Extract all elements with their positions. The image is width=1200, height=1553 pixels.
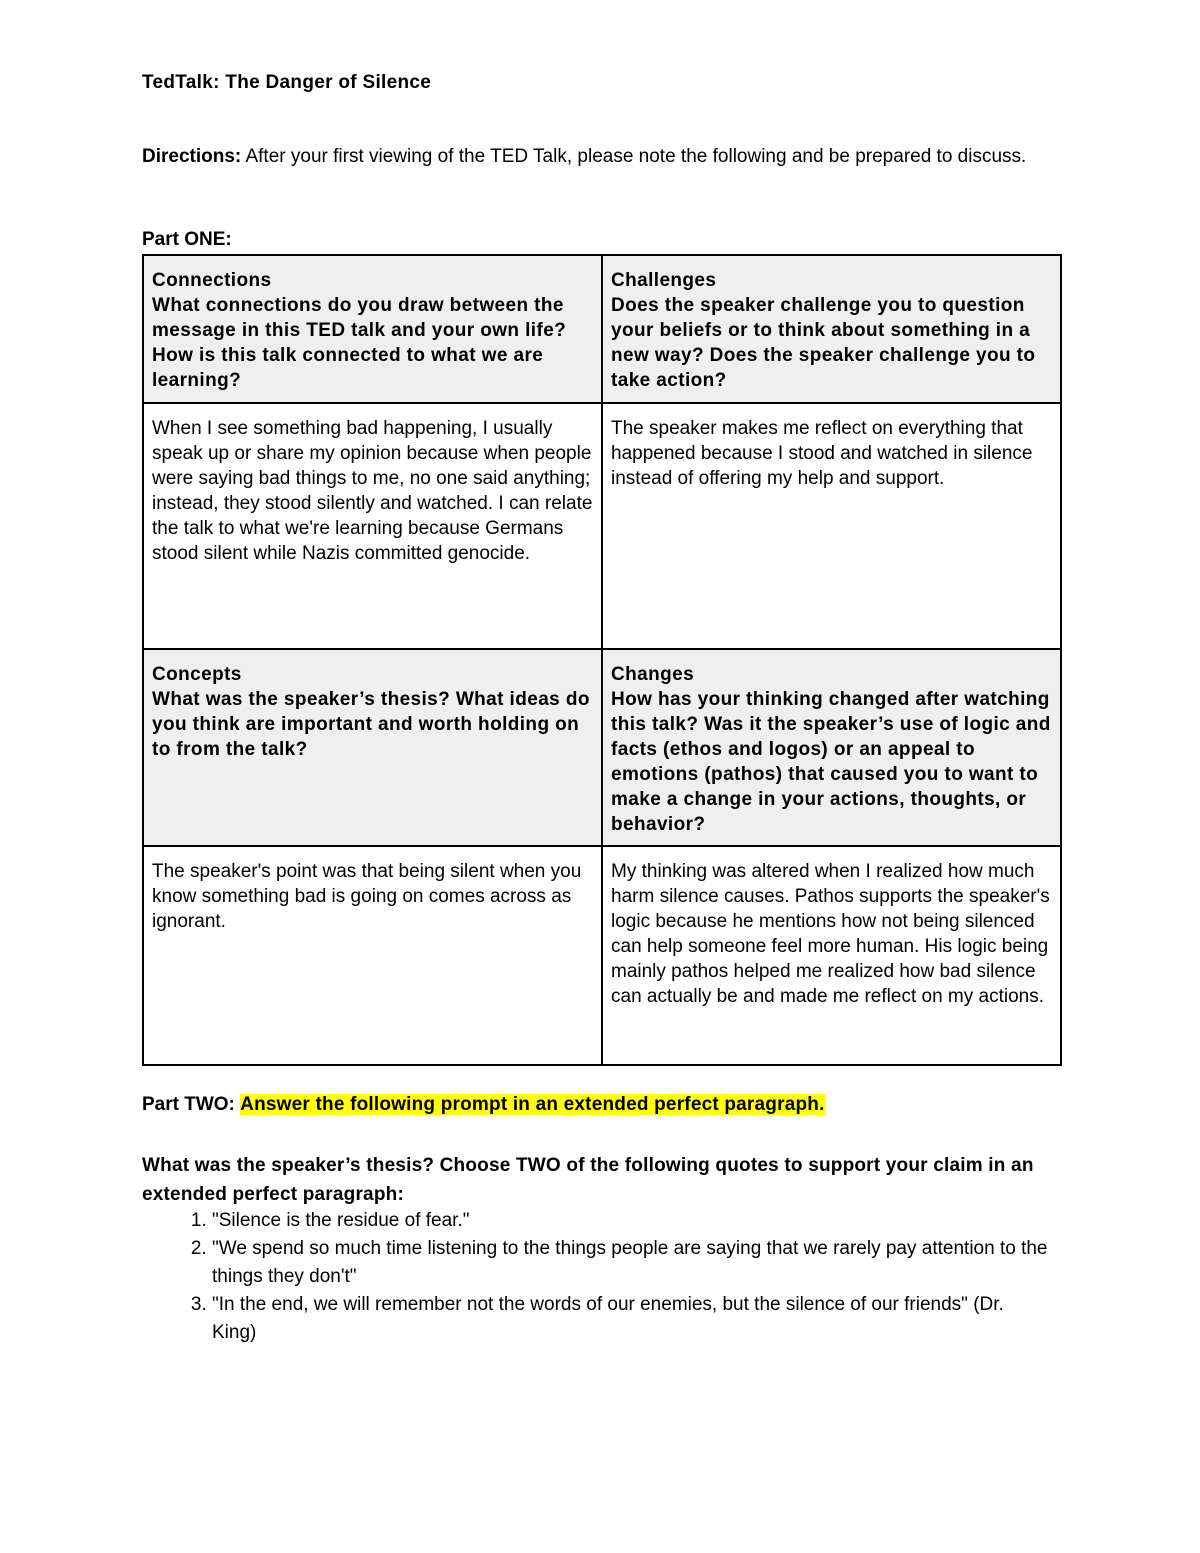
changes-answer: My thinking was altered when I realized how much harm silence causes. Pathos supports the speaker's logic because he mentions how not being silenced can help someone feel more human. His logic being mainly pathos helped me realized how bad silence can actually be and made me reflect on my actions. bbox=[611, 861, 1050, 1007]
connections-answer: When I see something bad happening, I usually speak up or share my opinion because when people were saying bad things to me, no one said anything; instead, they stood silently and watched. I can relate the talk to what we're learning because Germans stood silent while Nazis committed genocide. bbox=[152, 418, 593, 564]
connections-header-cell bbox=[143, 255, 602, 403]
table-row bbox=[143, 846, 1061, 1065]
connections-question: What connections do you draw between the message in this TED talk and your own life? How is this talk connected to what we are learning? bbox=[152, 295, 567, 391]
connections-answer-cell bbox=[143, 403, 602, 649]
changes-heading: Changes bbox=[611, 664, 695, 685]
document-title: TedTalk: The Danger of Silence bbox=[142, 72, 432, 93]
challenges-heading: Challenges bbox=[611, 270, 717, 291]
changes-answer-cell bbox=[602, 846, 1061, 1065]
table-row bbox=[143, 255, 1061, 403]
challenges-answer: The speaker makes me reflect on everything that happened because I stood and watched in silence instead of offering my help and support. bbox=[611, 418, 1033, 489]
concepts-question: What was the speaker’s thesis? What ideas do you think are important and worth holding on to from the talk? bbox=[152, 689, 590, 760]
challenges-answer-cell bbox=[602, 403, 1061, 649]
list-item: 3. "In the end, we will remember not the words of our enemies, but the silence of our friends" (Dr. King) bbox=[212, 1291, 1052, 1347]
challenges-question: Does the speaker challenge you to question your beliefs or to think about something in a new way? Does the speaker challenge you to take action? bbox=[611, 295, 1036, 391]
table-row bbox=[143, 403, 1061, 649]
connections-heading: Connections bbox=[152, 270, 272, 291]
changes-header-cell bbox=[602, 649, 1061, 846]
reflection-table bbox=[142, 254, 1062, 1066]
part-two-heading bbox=[142, 1094, 825, 1116]
table-row bbox=[143, 649, 1061, 846]
quote-list bbox=[142, 1207, 1052, 1347]
concepts-header-cell bbox=[143, 649, 602, 846]
list-item: 2. "We spend so much time listening to the things people are saying that we rarely pay attention to the things they don't" bbox=[212, 1235, 1052, 1291]
challenges-header-cell bbox=[602, 255, 1061, 403]
concepts-answer: The speaker's point was that being silent when you know something bad is going on comes across as ignorant. bbox=[152, 861, 582, 932]
changes-question: How has your thinking changed after watching this talk? Was it the speaker’s use of logic and facts (ethos and logos) or an appeal to emotions (pathos) that caused you to want to make a change in your actions, thoughts, or behavior? bbox=[611, 689, 1051, 835]
concepts-heading: Concepts bbox=[152, 664, 242, 685]
directions-text: After your first viewing of the TED Talk, please note the following and be prepared to discuss. bbox=[241, 146, 1027, 167]
concepts-answer-cell bbox=[143, 846, 602, 1065]
part-two-highlight: Answer the following prompt in an extended perfect paragraph. bbox=[240, 1094, 825, 1115]
part-two-prompt: What was the speaker’s thesis? Choose TWO of the following quotes to support your claim in an extended perfect paragraph: bbox=[142, 1155, 1034, 1205]
directions-label: Directions: bbox=[142, 146, 242, 167]
directions bbox=[142, 142, 1062, 171]
part-two-label: Part TWO: bbox=[142, 1094, 241, 1115]
part-one-label: Part ONE: bbox=[142, 229, 232, 250]
list-item: 1. "Silence is the residue of fear." bbox=[212, 1207, 1052, 1235]
